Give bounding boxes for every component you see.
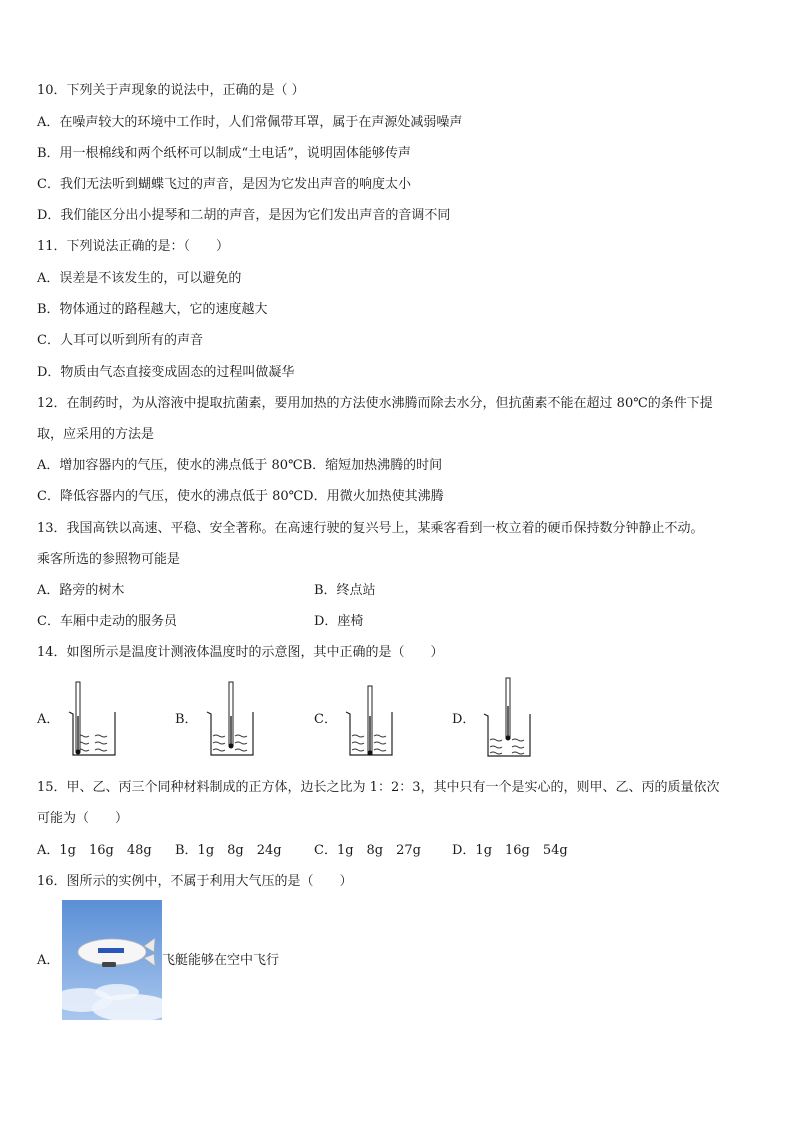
- airship-icon: [62, 900, 162, 1020]
- q10-option-a: A．在噪声较大的环境中工作时，人们常佩带耳罩，属于在声源处减弱噪声: [37, 115, 463, 130]
- airship-photo: [62, 900, 162, 1020]
- q15-option-c: C．1g 8g 27g: [314, 843, 421, 858]
- q13-stem-line1: 13．我国高铁以高速、平稳、安全著称。在高速行驶的复兴号上，某乘客看到一枚立着的硬币保持数分钟静止不动。: [37, 521, 704, 536]
- q12-stem-line2: 取，应采用的方法是: [37, 427, 155, 442]
- q13-option-d: D．座椅: [314, 614, 364, 629]
- q11-option-a: A．误差是不该发生的，可以避免的: [37, 271, 242, 286]
- q16-stem: 16．图所示的实例中，不属于利用大气压的是（ ）: [37, 874, 353, 889]
- beaker-thermometer-d-icon: [474, 676, 544, 760]
- beaker-thermometer-b-icon: [197, 676, 267, 760]
- q11-stem: 11．下列说法正确的是：（ ）: [37, 239, 230, 254]
- beaker-thermometer-a-icon: [59, 676, 129, 760]
- q10-option-d: D．我们能区分出小提琴和二胡的声音，是因为它们发出声音的音调不同: [37, 208, 451, 223]
- q14-figure-row: [37, 676, 597, 760]
- q13-stem-line2: 乘客所选的参照物可能是: [37, 552, 181, 567]
- q10-option-c: C．我们无法听到蝴蝶飞过的声音，是因为它发出声音的响度太小: [37, 177, 411, 192]
- q13-option-c: C．车厢中走动的服务员: [37, 614, 177, 629]
- q10-option-b: B．用一根棉线和两个纸杯可以制成“土电话”，说明固体能够传声: [37, 146, 411, 161]
- q15-option-a: A．1g 16g 48g: [37, 843, 152, 858]
- q12-options-cd: C．降低容器内的气压，使水的沸点低于 80℃D．用微火加热使其沸腾: [37, 489, 444, 504]
- q12-options-ab: A．增加容器内的气压，使水的沸点低于 80℃B．缩短加热沸腾的时间: [37, 458, 443, 473]
- q16-option-a-caption: 飞艇能够在空中飞行: [162, 953, 280, 968]
- q12-stem-line1: 12．在制药时，为从溶液中提取抗菌素，要用加热的方法使水沸腾而除去水分，但抗菌素不能在超过 80℃的条件下提: [37, 396, 713, 411]
- q11-option-b: B．物体通过的路程越大，它的速度越大: [37, 302, 268, 317]
- beaker-thermometer-c-icon: [336, 676, 406, 760]
- q14-option-a-label: A．: [37, 712, 60, 727]
- q14-option-c-label: C．: [314, 712, 337, 727]
- q15-option-b: B．1g 8g 24g: [175, 843, 282, 858]
- q13-option-b: B．终点站: [314, 583, 376, 598]
- q16-option-a-label: A．: [37, 953, 60, 968]
- q10-stem: 10．下列关于声现象的说法中，正确的是（ ）: [37, 83, 305, 98]
- q15-stem-line1: 15．甲、乙、丙三个同种材料制成的正方体，边长之比为 1：2：3，其中只有一个是实心的，则甲、乙、丙的质量依次: [37, 780, 720, 795]
- q14-option-b-label: B．: [175, 712, 198, 727]
- q15-stem-line2: 可能为（ ）: [37, 811, 129, 826]
- q15-option-d: D．1g 16g 54g: [452, 843, 568, 858]
- q13-option-a: A．路旁的树木: [37, 583, 125, 598]
- q11-option-d: D．物质由气态直接变成固态的过程叫做凝华: [37, 365, 295, 380]
- q14-stem: 14．如图所示是温度计测液体温度时的示意图，其中正确的是（ ）: [37, 645, 444, 660]
- q14-option-d-label: D．: [452, 712, 476, 727]
- q11-option-c: C．人耳可以听到所有的声音: [37, 333, 203, 348]
